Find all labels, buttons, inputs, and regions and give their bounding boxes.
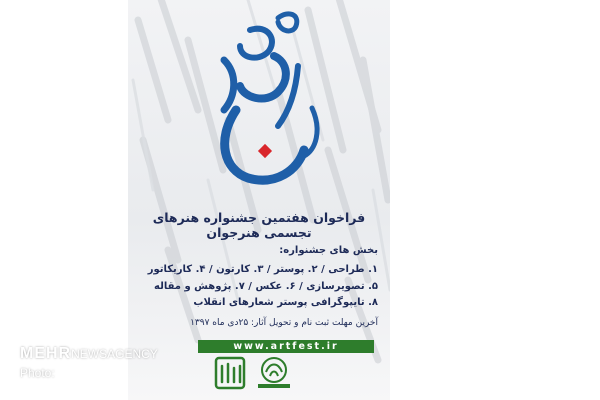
section-line: ۸. تایپوگرافی پوستر شعارهای انقلاب	[193, 297, 378, 308]
sections-list	[138, 262, 378, 312]
red-dot	[258, 144, 272, 158]
poster-headline: فراخوان هفتمین جشنواره هنرهای تجسمی هنرجوان	[152, 210, 366, 240]
news-agency-watermark	[20, 345, 158, 363]
photo-credit-label: Photo:	[20, 366, 55, 380]
sections-title: بخش های جشنواره:	[279, 245, 378, 256]
section-line: ۱. طراحی / ۲. پوستر / ۳. کارتون / ۴. کاریکاتور	[147, 264, 378, 275]
section-line: ۵. تصویرسازی / ۶. عکس / ۷. پژوهش و مقاله	[154, 280, 378, 292]
watermark-agency: NEWSAGENCY	[71, 347, 158, 361]
organization-emblem-icon	[250, 354, 298, 394]
festival-emblem-icon	[212, 354, 248, 394]
deadline-text: آخرین مهلت ثبت نام و تحویل آثار: ۲۵دی ماه ۱۳۹۷	[190, 318, 378, 328]
website-banner: www.artfest.ir	[198, 340, 374, 353]
festival-poster	[128, 0, 390, 400]
watermark-brand: MEHR	[20, 345, 72, 362]
calligraphy-logo	[128, 0, 390, 210]
